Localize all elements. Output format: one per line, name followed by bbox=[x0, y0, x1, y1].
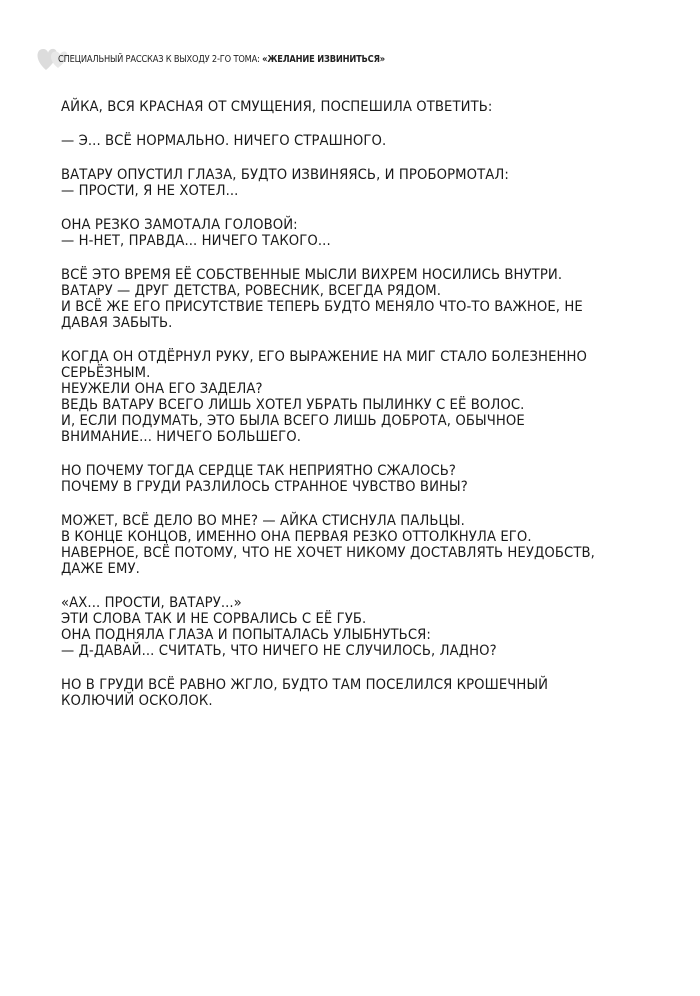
paragraph bbox=[61, 677, 619, 709]
paragraph bbox=[61, 99, 619, 115]
paragraph bbox=[61, 217, 619, 249]
text-line: АЙКА, ВСЯ КРАСНАЯ ОТ СМУЩЕНИЯ, ПОСПЕШИЛА ОТВЕТИТЬ: bbox=[61, 99, 493, 115]
text-line: СЕРЬЁЗНЫМ. bbox=[61, 365, 151, 381]
paragraph bbox=[61, 595, 619, 659]
paragraph bbox=[61, 513, 619, 577]
text-line: ЭТИ СЛОВА ТАК И НЕ СОРВАЛИСЬ С ЕЁ ГУБ. bbox=[61, 611, 367, 627]
text-line: ДАВАЯ ЗАБЫТЬ. bbox=[61, 315, 173, 331]
page-header bbox=[36, 44, 413, 74]
text-line: ВАТАРУ — ДРУГ ДЕТСТВА, РОВЕСНИК, ВСЕГДА РЯДОМ. bbox=[61, 283, 442, 299]
text-line: — Э... ВСЁ НОРМАЛЬНО. НИЧЕГО СТРАШНОГО. bbox=[61, 133, 387, 149]
story-body bbox=[61, 99, 619, 727]
text-line: ВСЁ ЭТО ВРЕМЯ ЕЁ СОБСТВЕННЫЕ МЫСЛИ ВИХРЕМ НОСИЛИСЬ ВНУТРИ. bbox=[61, 267, 563, 283]
text-line: — ПРОСТИ, Я НЕ ХОТЕЛ... bbox=[61, 183, 239, 199]
paragraph bbox=[61, 267, 619, 331]
text-line: НЕУЖЕЛИ ОНА ЕГО ЗАДЕЛА? bbox=[61, 381, 263, 397]
header-text bbox=[58, 54, 385, 65]
text-line: ВНИМАНИЕ... НИЧЕГО БОЛЬШЕГО. bbox=[61, 429, 302, 445]
text-line: МОЖЕТ, ВСЁ ДЕЛО ВО МНЕ? — АЙКА СТИСНУЛА ПАЛЬЦЫ. bbox=[61, 513, 465, 529]
text-line: ОНА ПОДНЯЛА ГЛАЗА И ПОПЫТАЛАСЬ УЛЫБНУТЬСЯ: bbox=[61, 627, 431, 643]
text-line: КОЛЮЧИЙ ОСКОЛОК. bbox=[61, 693, 213, 709]
text-line: ПОЧЕМУ В ГРУДИ РАЗЛИЛОСЬ СТРАННОЕ ЧУВСТВО ВИНЫ? bbox=[61, 479, 468, 495]
text-line: НО В ГРУДИ ВСЁ РАВНО ЖГЛО, БУДТО ТАМ ПОСЕЛИЛСЯ КРОШЕЧНЫЙ bbox=[61, 677, 549, 693]
paragraph bbox=[61, 349, 619, 445]
text-line: НО ПОЧЕМУ ТОГДА СЕРДЦЕ ТАК НЕПРИЯТНО СЖАЛОСЬ? bbox=[61, 463, 457, 479]
text-line: — Д-ДАВАЙ... СЧИТАТЬ, ЧТО НИЧЕГО НЕ СЛУЧИЛОСЬ, ЛАДНО? bbox=[61, 643, 497, 659]
paragraph bbox=[61, 463, 619, 495]
paragraph bbox=[61, 133, 619, 149]
text-line: И ВСЁ ЖЕ ЕГО ПРИСУТСТВИЕ ТЕПЕРЬ БУДТО МЕНЯЛО ЧТО-ТО ВАЖНОЕ, НЕ bbox=[61, 299, 583, 315]
text-line: ВЕДЬ ВАТАРУ ВСЕГО ЛИШЬ ХОТЕЛ УБРАТЬ ПЫЛИНКУ С ЕЁ ВОЛОС. bbox=[61, 397, 525, 413]
paragraph bbox=[61, 167, 619, 199]
text-line: НАВЕРНОЕ, ВСЁ ПОТОМУ, ЧТО НЕ ХОЧЕТ НИКОМУ ДОСТАВЛЯТЬ НЕУДОБСТВ, bbox=[61, 545, 595, 561]
text-line: ДАЖЕ ЕМУ. bbox=[61, 561, 140, 577]
text-line: И, ЕСЛИ ПОДУМАТЬ, ЭТО БЫЛА ВСЕГО ЛИШЬ ДОБРОТА, ОБЫЧНОЕ bbox=[61, 413, 525, 429]
text-line: «АХ... ПРОСТИ, ВАТАРУ...» bbox=[61, 595, 242, 611]
story-title: «ЖЕЛАНИЕ ИЗВИНИТЬСЯ» bbox=[262, 53, 385, 65]
text-line: В КОНЦЕ КОНЦОВ, ИМЕННО ОНА ПЕРВАЯ РЕЗКО ОТТОЛКНУЛА ЕГО. bbox=[61, 529, 532, 545]
text-line: КОГДА ОН ОТДЁРНУЛ РУКУ, ЕГО ВЫРАЖЕНИЕ НА МИГ СТАЛО БОЛЕЗНЕННО bbox=[61, 349, 588, 365]
text-line: ОНА РЕЗКО ЗАМОТАЛА ГОЛОВОЙ: bbox=[61, 217, 298, 233]
series-label: СПЕЦИАЛЬНЫЙ РАССКАЗ К ВЫХОДУ 2-ГО ТОМА: bbox=[58, 53, 260, 65]
text-line: ВАТАРУ ОПУСТИЛ ГЛАЗА, БУДТО ИЗВИНЯЯСЬ, И ПРОБОРМОТАЛ: bbox=[61, 167, 509, 183]
text-line: — Н-НЕТ, ПРАВДА... НИЧЕГО ТАКОГО... bbox=[61, 233, 331, 249]
